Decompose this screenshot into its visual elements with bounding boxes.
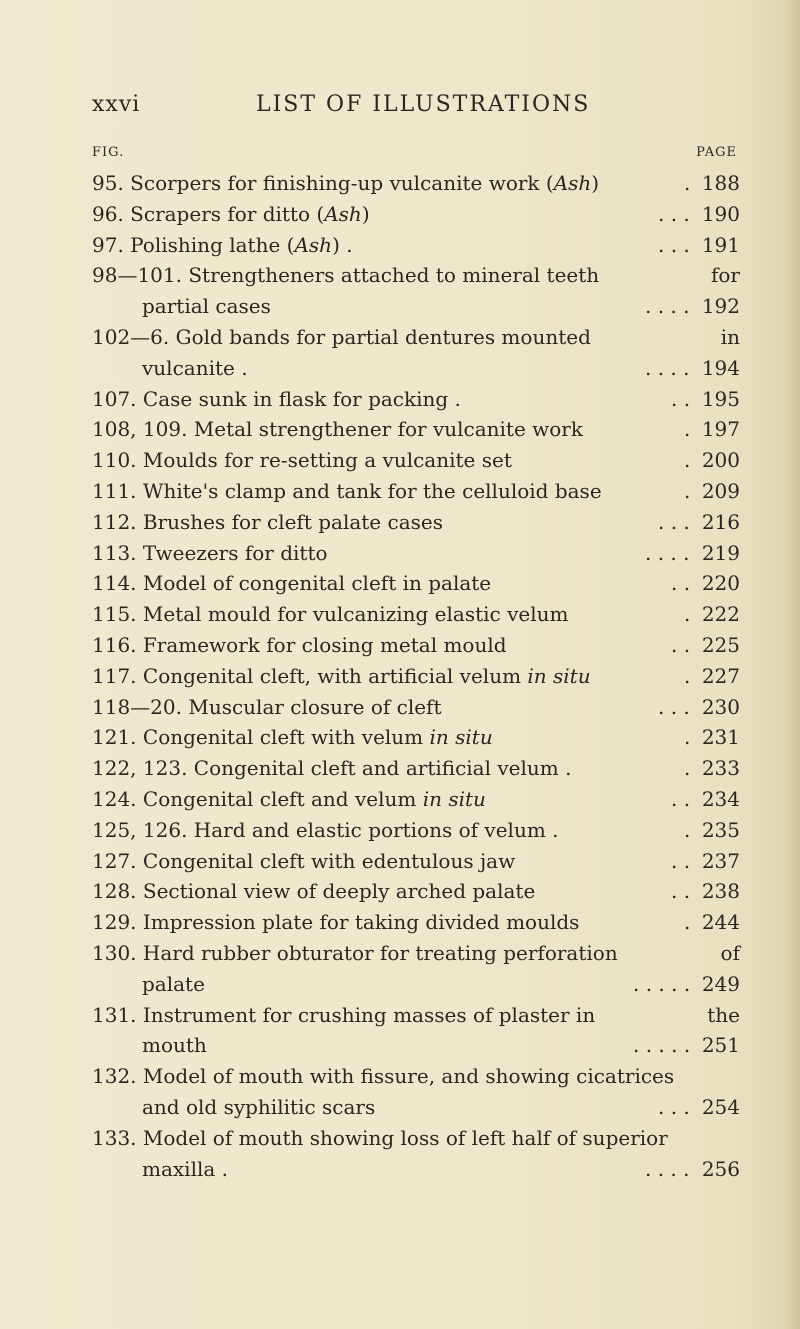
leader-dots: .: [684, 602, 691, 627]
entry-text: 114. Model of congenital cleft in palate: [92, 571, 492, 596]
page-ref: 194: [701, 355, 740, 380]
leader-dots: .: [684, 417, 691, 442]
list-item: [92, 538, 740, 569]
leader-dots: . . .: [658, 1094, 690, 1119]
entry-text: 129. Impression plate for taking divided moulds: [92, 910, 580, 935]
leader-dots: . .: [671, 879, 691, 904]
entry-text: 132. Model of mouth with fissure, and showing cicatrices: [92, 1064, 675, 1089]
list-item: [92, 630, 740, 661]
leader-dots: .: [684, 756, 691, 781]
list-item: [92, 445, 740, 476]
entry-text: 110. Moulds for re-setting a vulcanite set: [92, 448, 512, 473]
page-ref: 216: [701, 509, 740, 534]
entry-text: 118—20. Muscular closure of cleft: [92, 694, 442, 719]
list-item: [92, 599, 740, 630]
entry-text: 127. Congenital cleft with edentulous jaw: [92, 848, 516, 873]
list-item: [92, 322, 740, 353]
list-item: [92, 907, 740, 938]
list-item-continuation: [92, 1154, 740, 1185]
list-item-continuation: [92, 969, 740, 1000]
entry-text: partial cases: [142, 294, 271, 319]
entry-text: 117. Congenital cleft, with artificial velum in situ: [92, 663, 591, 688]
entry-text: 131. Instrument for crushing masses of plaster in: [92, 1002, 596, 1027]
page-edge-shadow: [786, 0, 800, 1329]
list-item: [92, 815, 740, 846]
leader-dots: . . .: [658, 694, 690, 719]
page-ref: 251: [701, 1033, 740, 1058]
entry-text: 111. White's clamp and tank for the celluloid base: [92, 478, 602, 503]
leader-dots: . .: [671, 632, 691, 657]
list-item: [92, 507, 740, 538]
page-ref: 219: [701, 540, 740, 565]
column-headings: [92, 145, 737, 165]
fig-column-heading: FIG.: [92, 145, 125, 160]
list-item: [92, 384, 740, 415]
page-ref: 209: [701, 478, 740, 503]
page-ref: 256: [701, 1156, 740, 1181]
page-ref: 191: [701, 232, 740, 257]
entry-line-end: the: [707, 1002, 740, 1027]
leader-dots: .: [684, 910, 691, 935]
list-item: [92, 784, 740, 815]
leader-dots: . . .: [658, 201, 690, 226]
page-ref: 195: [701, 386, 740, 411]
leader-dots: . .: [671, 848, 691, 873]
list-item: [92, 414, 740, 445]
list-item: [92, 568, 740, 599]
leader-dots: .: [684, 171, 691, 195]
list-item-continuation: [92, 291, 740, 322]
entry-text: 130. Hard rubber obturator for treating perforation: [92, 940, 618, 965]
entry-line-end: in: [720, 324, 740, 349]
page-ref: 235: [701, 817, 740, 842]
leader-dots: . . . .: [645, 1156, 690, 1181]
leader-dots: . . . .: [645, 355, 690, 380]
list-item-continuation: [92, 1030, 740, 1061]
list-item: [92, 1000, 740, 1031]
running-head: [92, 92, 732, 122]
illustration-list: [92, 168, 740, 1184]
page-ref: 197: [701, 417, 740, 442]
entry-text: mouth: [142, 1033, 207, 1058]
entry-text: 98—101. Strengtheners attached to mineral teeth: [92, 263, 600, 288]
entry-text: and old syphilitic scars: [142, 1094, 376, 1119]
list-item: [92, 692, 740, 723]
entry-text: 96. Scrapers for ditto (Ash): [92, 201, 370, 226]
list-item: [92, 722, 740, 753]
page-ref: 225: [701, 632, 740, 657]
page-number: xxvi: [92, 92, 141, 117]
entry-line-end: of: [720, 940, 740, 965]
list-item: [92, 661, 740, 692]
page-ref: 249: [701, 971, 740, 996]
page-ref: 234: [701, 786, 740, 811]
leader-dots: .: [684, 663, 691, 688]
leader-dots: . .: [671, 571, 691, 596]
page-ref: 192: [701, 294, 740, 319]
entry-text: 107. Case sunk in flask for packing .: [92, 386, 461, 411]
entry-text: vulcanite .: [142, 355, 248, 380]
list-item: [92, 476, 740, 507]
list-item: [92, 168, 740, 199]
list-item: [92, 876, 740, 907]
entry-text: 112. Brushes for cleft palate cases: [92, 509, 443, 534]
entry-text: 124. Congenital cleft and velum in situ: [92, 786, 486, 811]
page-ref: 200: [701, 448, 740, 473]
entry-text: 113. Tweezers for ditto: [92, 540, 328, 565]
list-item: [92, 846, 740, 877]
page-ref: 231: [701, 725, 740, 750]
leader-dots: . .: [671, 386, 691, 411]
list-item: [92, 1123, 740, 1154]
page-ref: 237: [701, 848, 740, 873]
entry-text: 133. Model of mouth showing loss of left half of superior: [92, 1125, 668, 1150]
page-ref: 188: [701, 171, 740, 195]
entry-text: 116. Framework for closing metal mould: [92, 632, 507, 657]
entry-text: 102—6. Gold bands for partial dentures mounted: [92, 324, 591, 349]
entry-text: 121. Congenital cleft with velum in situ: [92, 725, 493, 750]
leader-dots: . . . .: [645, 540, 690, 565]
page-column-heading: PAGE: [696, 145, 737, 160]
leader-dots: . . .: [658, 509, 690, 534]
leader-dots: . . . . .: [633, 1033, 691, 1058]
leader-dots: .: [684, 817, 691, 842]
page-ref: 254: [701, 1094, 740, 1119]
page-ref: 238: [701, 879, 740, 904]
entry-text: palate: [142, 971, 205, 996]
leader-dots: . . . . .: [633, 971, 691, 996]
page-ref: 244: [701, 910, 740, 935]
list-item: [92, 230, 740, 261]
page-ref: 190: [701, 201, 740, 226]
list-item-continuation: [92, 1092, 740, 1123]
entry-text: 97. Polishing lathe (Ash) .: [92, 232, 353, 257]
page-ref: 220: [701, 571, 740, 596]
leader-dots: . . . .: [645, 294, 690, 319]
entry-text: 128. Sectional view of deeply arched palate: [92, 879, 536, 904]
leader-dots: .: [684, 725, 691, 750]
page-ref: 227: [701, 663, 740, 688]
leader-dots: . .: [671, 786, 691, 811]
page-ref: 233: [701, 756, 740, 781]
entry-text: 122, 123. Congenital cleft and artificial velum .: [92, 756, 572, 781]
entry-text: 108, 109. Metal strengthener for vulcanite work: [92, 417, 583, 442]
list-item-continuation: [92, 353, 740, 384]
leader-dots: .: [684, 478, 691, 503]
entry-text: maxilla .: [142, 1156, 228, 1181]
entry-text: 125, 126. Hard and elastic portions of velum .: [92, 817, 559, 842]
page-ref: 230: [701, 694, 740, 719]
entry-line-end: for: [710, 263, 740, 288]
list-item: [92, 753, 740, 784]
entry-text: 95. Scorpers for finishing-up vulcanite work (Ash): [92, 171, 600, 195]
list-item: [92, 199, 740, 230]
leader-dots: .: [684, 448, 691, 473]
list-item: [92, 938, 740, 969]
running-title: LIST OF ILLUSTRATIONS: [256, 92, 591, 117]
leader-dots: . . .: [658, 232, 690, 257]
list-item: [92, 260, 740, 291]
list-item: [92, 1061, 740, 1092]
page-ref: 222: [701, 602, 740, 627]
entry-text: 115. Metal mould for vulcanizing elastic velum: [92, 602, 569, 627]
